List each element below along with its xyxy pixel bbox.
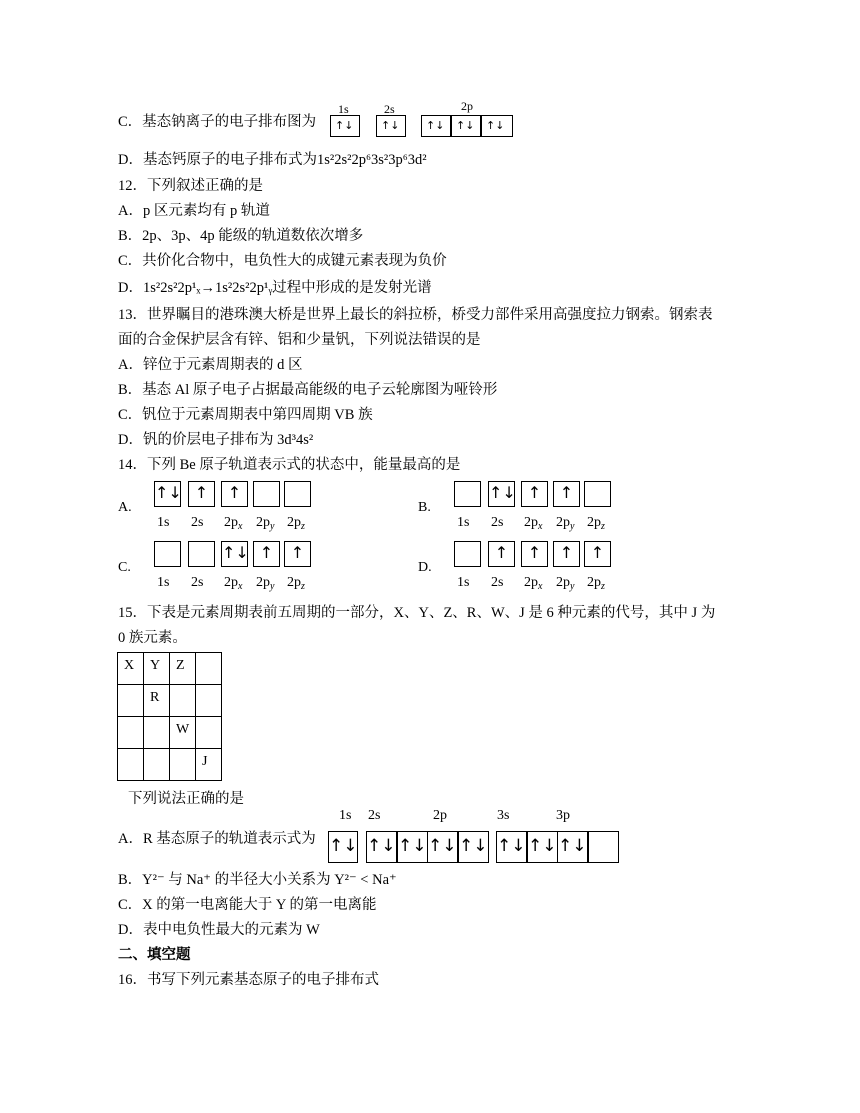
orbital-label: 3p [556,808,570,823]
q15-option-a: A．R 基态原子的轨道表示式为 [118,831,316,847]
table-cell: X [118,653,144,685]
electron-arrow: ↑ [290,543,305,562]
table-cell: Y [144,653,170,685]
orbital-label: $2p_x$ [224,575,243,592]
table-cell [118,685,144,717]
table-cell [170,685,196,717]
q15-stem-line2: 0 族元素。 [118,630,187,646]
orbital-label: $2p_y$ [256,515,275,532]
orbital-box [397,831,428,863]
orbital-label: $2p_z$ [287,575,305,592]
orbital-box [188,481,215,507]
table-cell: W [170,717,196,749]
table-cell: Z [170,653,196,685]
table-cell [144,749,170,781]
table-cell [196,685,222,717]
table-cell [170,749,196,781]
q14-option-c: C. [118,560,131,575]
orbital-box [521,541,548,567]
table-cell [118,749,144,781]
orbital-box [488,541,515,567]
table-cell: J [196,749,222,781]
section-heading: 二、填空题 [118,947,191,963]
orbital-box [188,541,215,567]
orbital-box [527,831,558,863]
q15-stem-line1: 15．下表是元素周期表前五周期的一部分，X、Y、Z、R、W、J 是 6 种元素的代号，其中 J 为 [118,605,716,621]
orbital-box [584,541,611,567]
q12-option-a: A．p 区元素均有 p 轨道 [118,203,270,219]
orbital-box [253,481,280,507]
orbital-box: ↑↓ [330,115,360,137]
orbital-label: $2p_x$ [224,515,243,532]
orbital-box [496,831,527,863]
electron-arrow: ↑ [494,543,509,562]
orbital-label: 2s [384,102,395,116]
electron-arrow: ↑ [194,483,209,502]
q15-option-b: B．Y²⁻ 与 Na⁺ 的半径大小关系为 Y²⁻ < Na⁺ [118,872,397,888]
electron-arrow: ↑↓ [528,836,557,856]
q15-option-c: C．X 的第一电离能大于 Y 的第一电离能 [118,897,377,913]
q14-option-b: B. [418,500,431,515]
electron-arrow: ↑↓ [428,836,457,856]
orbital-box [454,541,481,567]
electron-arrow: ↑ [259,543,274,562]
electron-arrow: ↑↓ [222,543,249,562]
q13-option-c: C．钒位于元素周期表中第四周期 VB 族 [118,407,373,423]
periodic-table-fragment [117,652,222,781]
orbital-label: 1s [339,808,352,823]
orbital-label: 1s [457,515,470,530]
q13-option-a: A．锌位于元素周期表的 d 区 [118,357,303,373]
q13-option-b: B．基态 Al 原子电子占据最高能级的电子云轮廓图为哑铃形 [118,382,498,398]
orbital-label: $2p_z$ [587,575,605,592]
orbital-label: 2s [491,515,504,530]
orbital-box: ↑↓ [376,115,406,137]
orbital-box [154,541,181,567]
q12-stem: 12．下列叙述正确的是 [118,178,263,194]
orbital-label: 2s [191,515,204,530]
electron-arrow: ↑↓ [329,836,358,856]
q13-stem-line2: 面的合金保护层含有锌、铝和少量钒，下列说法错误的是 [118,332,481,348]
orbital-label: 2s [368,808,381,823]
orbital-box [488,481,515,507]
q13-stem-line1: 13．世界瞩目的港珠澳大桥是世界上最长的斜拉桥，桥受力部件采用高强度拉力钢索。钢索表 [118,307,713,323]
orbital-label: $2p_y$ [556,575,575,592]
table-cell [196,717,222,749]
q11-option-d: D．基态钙原子的电子排布式为1s²2s²2p⁶3s²3p⁶3d² [118,152,427,168]
orbital-label: $2p_x$ [524,515,543,532]
orbital-box [284,481,311,507]
orbital-box [553,481,580,507]
orbital-box [253,541,280,567]
electron-arrow: ↑ [527,543,542,562]
orbital-box [584,481,611,507]
orbital-box: ↑↓ [451,115,481,137]
q12-option-b: B．2p、3p、4p 能级的轨道数依次增多 [118,228,364,244]
orbital-box [454,481,481,507]
orbital-box [154,481,181,507]
orbital-label: $2p_z$ [587,515,605,532]
q14-option-d: D. [418,560,432,575]
orbital-label: $2p_z$ [287,515,305,532]
electron-arrow: ↑↓ [398,836,427,856]
orbital-label: 1s [457,575,470,590]
electron-arrow: ↑↓ [497,836,526,856]
orbital-box [221,481,248,507]
orbital-label: 1s [157,515,170,530]
electron-arrow: ↑ [227,483,242,502]
orbital-box [557,831,588,863]
table-cell [118,717,144,749]
q12-option-d: D．1s²2s²2p¹ₓ→1s²2s²2p¹ᵧ过程中形成的是发射光谱 [118,280,432,296]
q16-stem: 16．书写下列元素基态原子的电子排布式 [118,972,379,988]
electron-arrow: ↑↓ [367,836,396,856]
electron-arrow: ↑ [527,483,542,502]
orbital-label: 2s [491,575,504,590]
orbital-label: 1s [157,575,170,590]
q14-stem: 14．下列 Be 原子轨道表示式的状态中，能量最高的是 [118,457,461,473]
q14-option-a: A. [118,500,132,515]
orbital-box [284,541,311,567]
orbital-box [588,831,619,863]
orbital-box [366,831,397,863]
q15-after-table: 下列说法正确的是 [128,791,244,807]
orbital-label: 2s [191,575,204,590]
orbital-box [328,831,358,863]
orbital-label: $2p_y$ [256,575,275,592]
orbital-label: 2p [433,808,447,823]
orbital-label: 3s [497,808,510,823]
orbital-box [221,541,248,567]
table-cell [144,717,170,749]
orbital-label: $2p_x$ [524,575,543,592]
q15-option-d: D．表中电负性最大的元素为 W [118,922,320,938]
q11-option-c: C．基态钠离子的电子排布图为 [118,114,317,130]
orbital-box [458,831,489,863]
orbital-box: ↑↓ [421,115,451,137]
orbital-box [427,831,458,863]
orbital-label: 1s [338,102,349,116]
table-cell [196,653,222,685]
orbital-box [553,541,580,567]
q13-option-d: D．钒的价层电子排布为 3d³4s² [118,432,314,448]
q12-option-c: C．共价化合物中，电负性大的成键元素表现为负价 [118,253,447,269]
electron-arrow: ↑↓ [558,836,587,856]
electron-arrow: ↑ [559,483,574,502]
electron-arrow: ↑ [559,543,574,562]
electron-arrow: ↑↓ [155,483,182,502]
orbital-label: 2p [461,99,473,113]
orbital-box: ↑↓ [481,115,513,137]
orbital-label: $2p_y$ [556,515,575,532]
orbital-box [521,481,548,507]
table-cell: R [144,685,170,717]
electron-arrow: ↑ [590,543,605,562]
electron-arrow: ↑↓ [489,483,516,502]
electron-arrow: ↑↓ [459,836,488,856]
